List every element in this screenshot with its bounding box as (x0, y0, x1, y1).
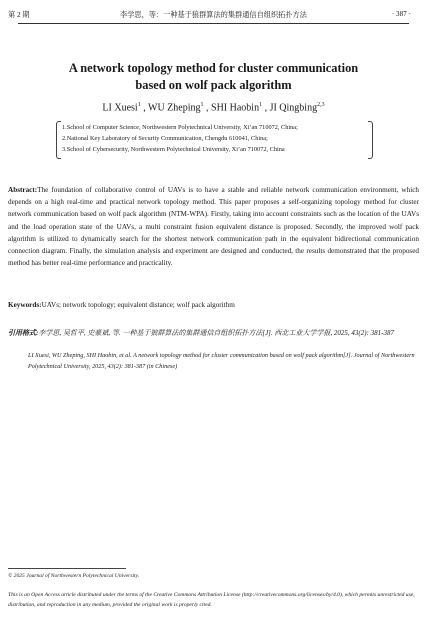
header-running-title: 李学思，等：一种基于狼群算法的集群通信自组织拓扑方法 (120, 11, 307, 19)
author-list: LI Xuesi$^1$ , WU Zheping$^1$ , SHI Haobin$^1$ , JI Qingbing$^{2,3}$ (102, 102, 325, 114)
paper-title-line1: A network topology method for cluster communication (68, 61, 359, 75)
affiliation-item: 1.School of Computer Science, Northwestern Polytechnical University, Xi’an 710072, China; (62, 124, 298, 131)
author-sup: 1 (259, 102, 263, 108)
affiliation-item: 2.National Key Laboratory of Security Communication, Chengdu 610041, China; (62, 135, 268, 142)
header-rule (18, 23, 409, 24)
header-issue: 第 2 期 (8, 11, 30, 19)
abstract-label: Abstract (8, 186, 35, 194)
citation-label: 引用格式: (8, 329, 39, 337)
abstract-text: The foundation of collaborative control of UAVs is to have a stable and reliable network communication environment, which depends on a high real-time and practical network topology method. This paper proposes a self-organizing topology method for cluster network communication based on wolf pack algorithm (NTM-WPA). Firstly, taking into account constraints such as the location of the UAVs and the load operation state of the UAVs, a multi constraint fusion equivalent distance is proposed. Secondly, the improved wolf pack algorithm is utilized to dynamically search for the shortest network communication path in the equivalent bidirectional communication connection diagram. Finally, the simulation analysis and experiment are designed and conducted, the results demonstrated that the proposed method has better real-time performance and practicality. (8, 186, 419, 268)
author-name: LI Xuesi (102, 102, 138, 114)
author-sup: 2,3 (317, 102, 325, 108)
author-name: WU Zheping (148, 102, 201, 114)
author-sup: 1 (200, 102, 204, 108)
header-page-number: · 387 · (391, 10, 411, 18)
affiliation-list (62, 122, 367, 155)
affiliation-item: 3.School of Cybersecurity, Northwestern Polytechnical University, Xi’an 710072, China (62, 146, 285, 153)
author-sup: 1 (137, 102, 141, 108)
abstract: Abstract:The foundation of collaborative control of UAVs is to have a stable and reliable network communication environment, which depends on a high real-time and practical network topology method. This paper proposes a self-organizing topology method for cluster network communication based on wolf pack algorithm (NTM-WPA). Firstly, taking into account constraints such as the location of the UAVs and the load operation state of the UAVs, a multi constraint fusion equivalent distance is proposed. Secondly, the improved wolf pack algorithm is utilized to dynamically search for the shortest network communication path in the equivalent bidirectional communication connection diagram. Finally, the simulation analysis and experiment are designed and conducted, the results demonstrated that the proposed method has better real-time performance and practicality. (8, 186, 419, 268)
keywords: Keywords:UAVs; network topology; equivalent distance; wolf pack algorithm (8, 301, 235, 309)
author-name: SHI Haobin (211, 102, 260, 114)
paper-title (0, 60, 427, 94)
copyright-notice: © 2025 Journal of Northwestern Polytechnical University. (8, 573, 140, 579)
license-notice: This is an Open Access article distributed under the terms of the Creative Commons Attribution License (http://creativecommons.org/licenses/by/4.0), which permits unrestricted use, distribution, and reproduction in any medium, provided the original work is properly cited. (8, 592, 415, 608)
affiliation-brace-right (368, 121, 373, 159)
citation-en: LI Xuesi, WU Zheping, SHI Haobin, et al. A network topology method for cluster communication based on wolf pack algorithm[J]. Journal of Northwestern Polytechnical University, 2025, 43(2): 381-387 (in Chinese) (28, 352, 415, 370)
author-name: JI Qingbing (269, 102, 318, 114)
footnote-rule (8, 568, 126, 569)
paper-title-line2: based on wolf pack algorithm (135, 78, 292, 92)
affiliation-brace-left (56, 121, 61, 159)
keywords-label: Keywords (8, 301, 40, 309)
citation-cn (8, 327, 419, 339)
keywords-text: UAVs; network topology; equivalent distance; wolf pack algorithm (41, 301, 235, 309)
citation-cn-text: 李学思, 吴哲平, 史豪斌, 等. 一种基于狼群算法的集群通信自组织拓扑方法[J]. 西北工业大学学报, 2025, 43(2): 381-387 (38, 329, 394, 337)
